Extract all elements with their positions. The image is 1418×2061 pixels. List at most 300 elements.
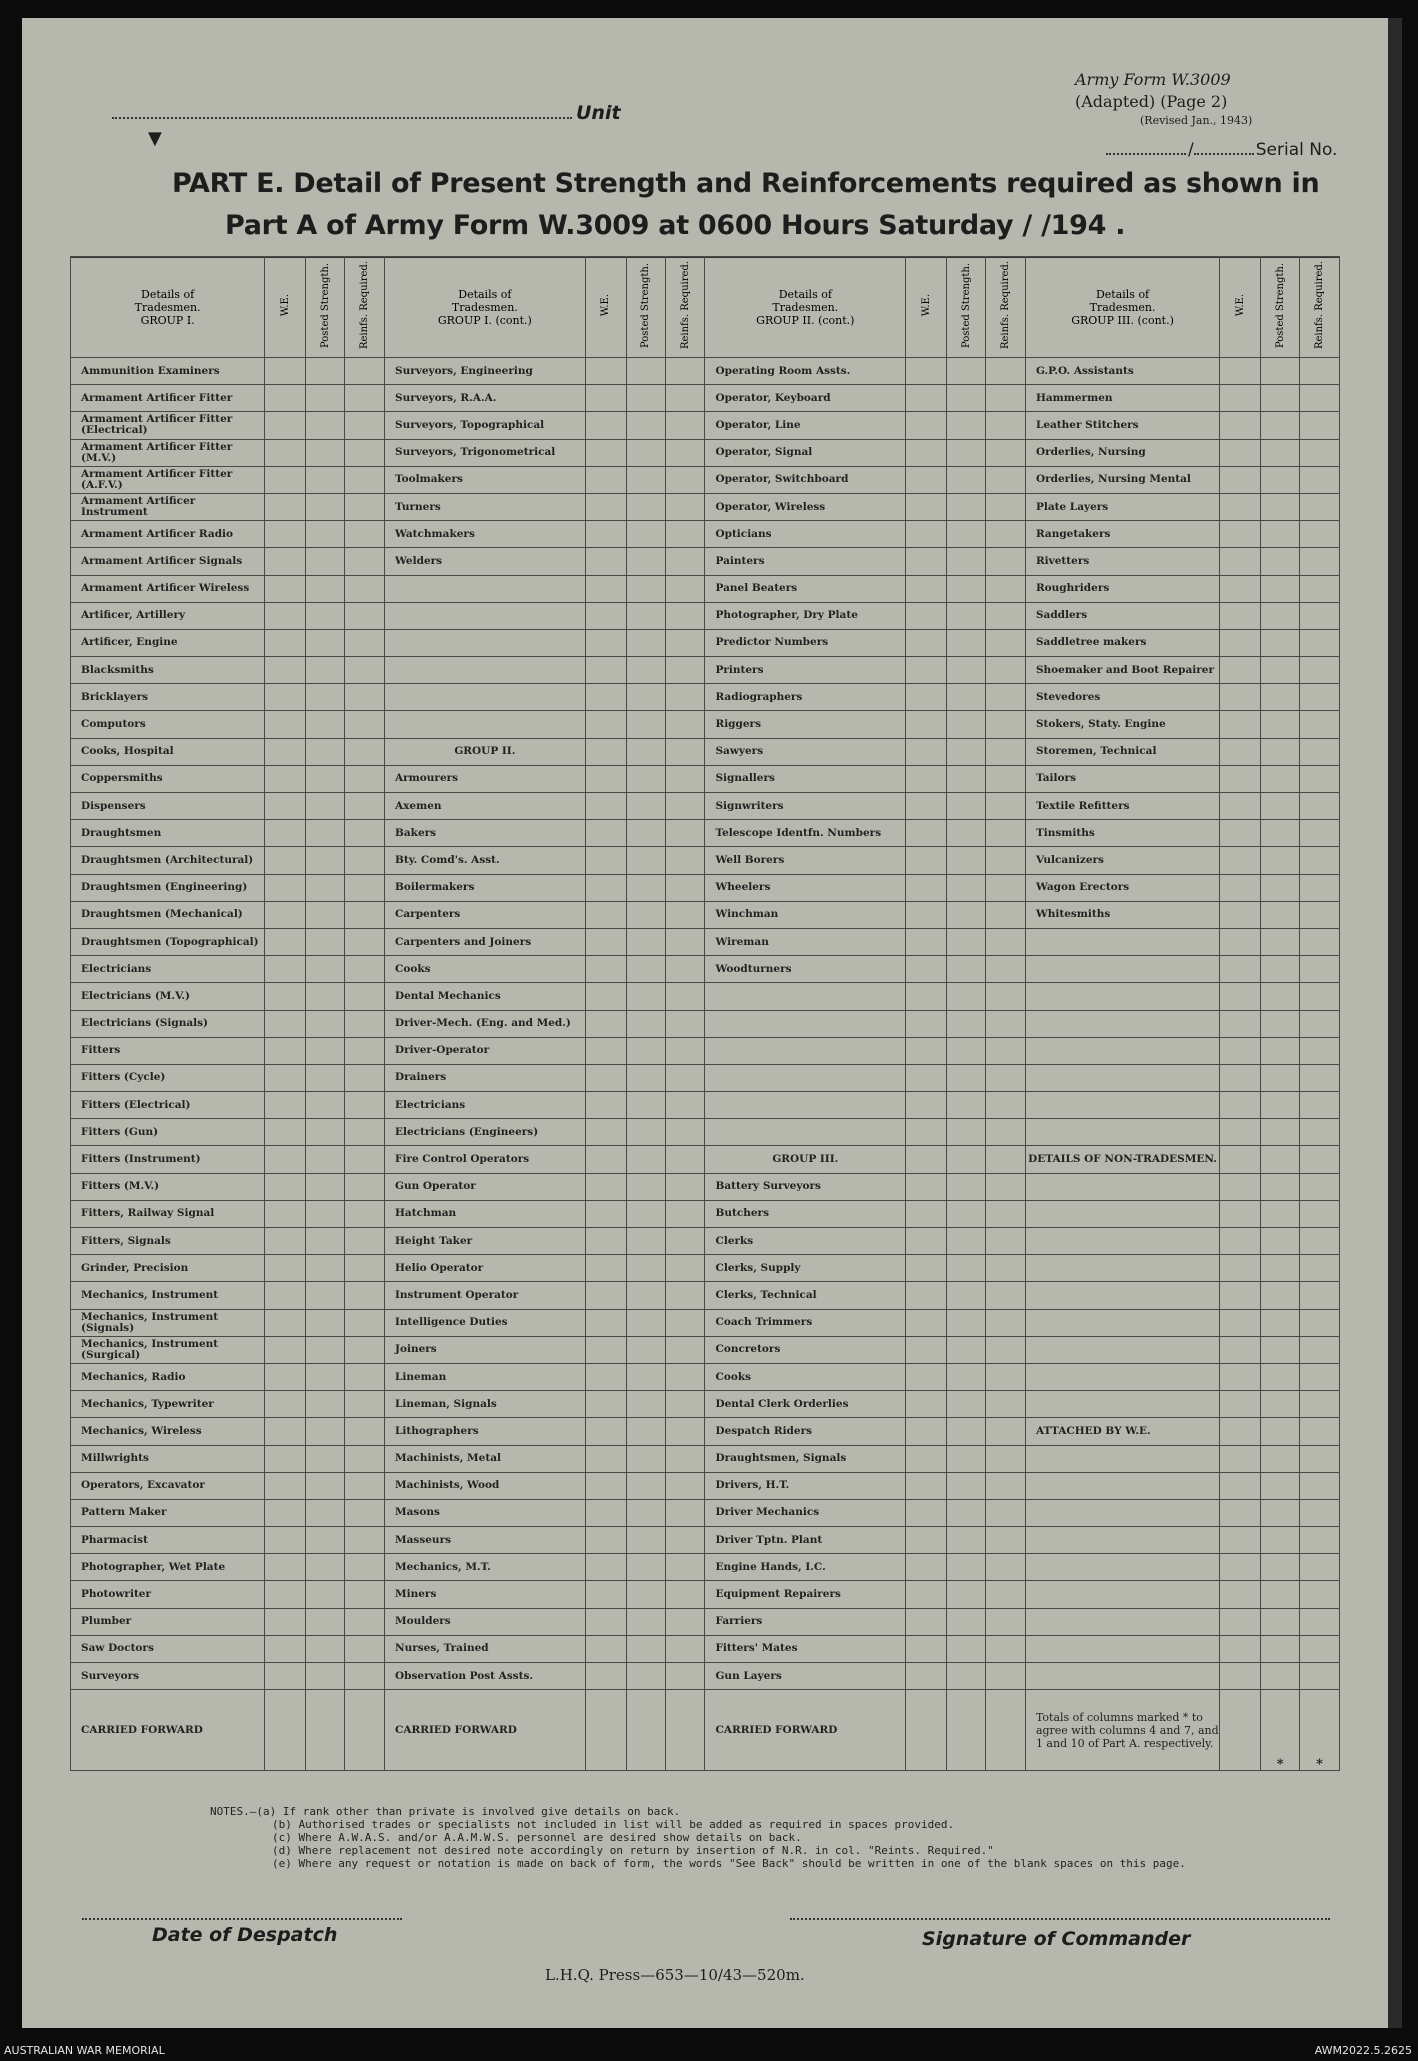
entry-cell[interactable] xyxy=(947,1445,986,1472)
entry-cell[interactable] xyxy=(1300,738,1340,765)
entry-cell[interactable] xyxy=(306,493,345,520)
entry-cell[interactable] xyxy=(585,1554,626,1581)
entry-cell[interactable] xyxy=(906,928,947,955)
entry-cell[interactable] xyxy=(265,1663,306,1690)
entry-cell[interactable] xyxy=(906,1527,947,1554)
entry-cell[interactable] xyxy=(585,1146,626,1173)
entry-cell[interactable] xyxy=(1261,820,1300,847)
entry-cell[interactable] xyxy=(665,1690,705,1771)
entry-cell[interactable] xyxy=(1261,1472,1300,1499)
entry-cell[interactable] xyxy=(265,1363,306,1390)
entry-cell[interactable] xyxy=(585,928,626,955)
entry-cell[interactable] xyxy=(306,1282,345,1309)
entry-cell[interactable] xyxy=(345,548,385,575)
entry-cell[interactable] xyxy=(665,1064,705,1091)
entry-cell[interactable] xyxy=(906,1363,947,1390)
entry-cell[interactable] xyxy=(1300,1527,1340,1554)
entry-cell[interactable] xyxy=(345,1527,385,1554)
entry-cell[interactable] xyxy=(1220,493,1261,520)
entry-cell[interactable] xyxy=(345,711,385,738)
entry-cell[interactable] xyxy=(1220,1037,1261,1064)
entry-cell[interactable] xyxy=(1300,1472,1340,1499)
entry-cell[interactable] xyxy=(306,1527,345,1554)
entry-cell[interactable] xyxy=(665,1119,705,1146)
entry-cell[interactable] xyxy=(947,928,986,955)
entry-cell[interactable] xyxy=(1300,711,1340,738)
entry-cell[interactable] xyxy=(947,1173,986,1200)
entry-cell[interactable] xyxy=(265,956,306,983)
entry-cell[interactable] xyxy=(947,1282,986,1309)
entry-cell[interactable] xyxy=(306,1146,345,1173)
entry-cell[interactable] xyxy=(906,1255,947,1282)
entry-cell[interactable] xyxy=(1300,901,1340,928)
entry-cell[interactable] xyxy=(306,1418,345,1445)
entry-cell[interactable] xyxy=(1261,711,1300,738)
entry-cell[interactable] xyxy=(1300,1581,1340,1608)
entry-cell[interactable] xyxy=(1220,1418,1261,1445)
entry-cell[interactable] xyxy=(1261,847,1300,874)
entry-cell[interactable] xyxy=(306,1228,345,1255)
entry-cell[interactable] xyxy=(265,439,306,466)
entry-cell[interactable] xyxy=(1220,1336,1261,1363)
entry-cell[interactable] xyxy=(906,765,947,792)
entry-cell[interactable] xyxy=(665,928,705,955)
entry-cell[interactable] xyxy=(585,1173,626,1200)
entry-cell[interactable] xyxy=(306,684,345,711)
entry-cell[interactable] xyxy=(345,874,385,901)
entry-cell[interactable] xyxy=(906,548,947,575)
entry-cell[interactable] xyxy=(585,983,626,1010)
entry-cell[interactable] xyxy=(265,575,306,602)
entry-cell[interactable] xyxy=(1300,548,1340,575)
entry-cell[interactable] xyxy=(1261,1255,1300,1282)
entry-cell[interactable] xyxy=(1220,1527,1261,1554)
entry-cell[interactable] xyxy=(626,1200,665,1227)
entry-cell[interactable] xyxy=(1300,956,1340,983)
entry-cell[interactable] xyxy=(1300,1663,1340,1690)
entry-cell[interactable] xyxy=(265,1554,306,1581)
entry-cell[interactable] xyxy=(1220,1119,1261,1146)
entry-cell[interactable] xyxy=(947,820,986,847)
entry-cell[interactable] xyxy=(1261,1527,1300,1554)
entry-cell[interactable] xyxy=(345,956,385,983)
entry-cell[interactable] xyxy=(585,466,626,493)
entry-cell[interactable] xyxy=(906,1173,947,1200)
entry-cell[interactable] xyxy=(345,1228,385,1255)
entry-cell[interactable] xyxy=(306,1064,345,1091)
entry-cell[interactable] xyxy=(1261,684,1300,711)
entry-cell[interactable] xyxy=(665,1527,705,1554)
entry-cell[interactable] xyxy=(626,1635,665,1662)
entry-cell[interactable] xyxy=(947,1200,986,1227)
entry-cell[interactable] xyxy=(986,1418,1026,1445)
entry-cell[interactable] xyxy=(665,657,705,684)
entry-cell[interactable] xyxy=(906,1200,947,1227)
entry-cell[interactable] xyxy=(585,1228,626,1255)
entry-cell[interactable] xyxy=(947,711,986,738)
entry-cell[interactable] xyxy=(986,1200,1026,1227)
entry-cell[interactable] xyxy=(947,1336,986,1363)
entry-cell[interactable] xyxy=(585,1010,626,1037)
entry-cell[interactable] xyxy=(1220,874,1261,901)
entry-cell[interactable] xyxy=(585,956,626,983)
entry-cell[interactable] xyxy=(1300,1255,1340,1282)
entry-cell[interactable] xyxy=(626,1472,665,1499)
entry-cell[interactable] xyxy=(1261,1200,1300,1227)
entry-cell[interactable] xyxy=(947,684,986,711)
entry-cell[interactable] xyxy=(345,1173,385,1200)
entry-cell[interactable] xyxy=(986,1499,1026,1526)
entry-cell[interactable] xyxy=(665,1092,705,1119)
entry-cell[interactable] xyxy=(906,358,947,385)
entry-cell[interactable] xyxy=(1220,1363,1261,1390)
entry-cell[interactable] xyxy=(1261,1663,1300,1690)
entry-cell[interactable] xyxy=(986,928,1026,955)
entry-cell[interactable] xyxy=(585,1309,626,1336)
entry-cell[interactable] xyxy=(345,1119,385,1146)
entry-cell[interactable] xyxy=(1220,1146,1261,1173)
entry-cell[interactable] xyxy=(265,358,306,385)
entry-cell[interactable] xyxy=(665,1309,705,1336)
entry-cell[interactable] xyxy=(265,765,306,792)
entry-cell[interactable] xyxy=(265,928,306,955)
entry-cell[interactable] xyxy=(1261,1146,1300,1173)
entry-cell[interactable] xyxy=(1220,1309,1261,1336)
entry-cell[interactable] xyxy=(265,1472,306,1499)
entry-cell[interactable] xyxy=(1261,793,1300,820)
entry-cell[interactable] xyxy=(906,847,947,874)
entry-cell[interactable] xyxy=(906,1418,947,1445)
entry-cell[interactable] xyxy=(986,1527,1026,1554)
entry-cell[interactable] xyxy=(665,820,705,847)
entry-cell[interactable] xyxy=(585,385,626,412)
entry-cell[interactable] xyxy=(626,1391,665,1418)
entry-cell[interactable] xyxy=(306,548,345,575)
entry-cell[interactable] xyxy=(585,657,626,684)
entry-cell[interactable] xyxy=(947,874,986,901)
entry-cell[interactable] xyxy=(585,1581,626,1608)
entry-cell[interactable] xyxy=(1220,1228,1261,1255)
entry-cell[interactable] xyxy=(1300,1635,1340,1662)
entry-cell[interactable] xyxy=(1220,983,1261,1010)
entry-cell[interactable] xyxy=(585,1391,626,1418)
entry-cell[interactable] xyxy=(1300,602,1340,629)
entry-cell[interactable] xyxy=(345,1336,385,1363)
entry-cell[interactable] xyxy=(665,874,705,901)
entry-cell[interactable] xyxy=(345,466,385,493)
entry-cell[interactable] xyxy=(1220,657,1261,684)
entry-cell[interactable] xyxy=(1261,1309,1300,1336)
entry-cell[interactable] xyxy=(1261,901,1300,928)
entry-cell[interactable] xyxy=(1220,439,1261,466)
entry-cell[interactable] xyxy=(345,1418,385,1445)
entry-cell[interactable] xyxy=(306,412,345,439)
entry-cell[interactable] xyxy=(986,1255,1026,1282)
entry-cell[interactable] xyxy=(306,1119,345,1146)
entry-cell[interactable] xyxy=(986,1010,1026,1037)
entry-cell[interactable]: * xyxy=(1261,1690,1300,1771)
entry-cell[interactable] xyxy=(665,548,705,575)
entry-cell[interactable] xyxy=(626,1092,665,1119)
entry-cell[interactable] xyxy=(345,1363,385,1390)
entry-cell[interactable] xyxy=(1220,1554,1261,1581)
entry-cell[interactable] xyxy=(1220,1581,1261,1608)
entry-cell[interactable] xyxy=(585,493,626,520)
entry-cell[interactable] xyxy=(906,1309,947,1336)
entry-cell[interactable] xyxy=(986,466,1026,493)
entry-cell[interactable] xyxy=(626,466,665,493)
entry-cell[interactable] xyxy=(626,820,665,847)
entry-cell[interactable] xyxy=(986,412,1026,439)
entry-cell[interactable] xyxy=(306,847,345,874)
entry-cell[interactable] xyxy=(585,1037,626,1064)
entry-cell[interactable] xyxy=(265,684,306,711)
entry-cell[interactable] xyxy=(947,1635,986,1662)
entry-cell[interactable] xyxy=(906,1119,947,1146)
entry-cell[interactable] xyxy=(986,1146,1026,1173)
entry-cell[interactable] xyxy=(986,1635,1026,1662)
entry-cell[interactable] xyxy=(906,1228,947,1255)
entry-cell[interactable] xyxy=(265,1200,306,1227)
entry-cell[interactable] xyxy=(947,1010,986,1037)
entry-cell[interactable] xyxy=(665,956,705,983)
entry-cell[interactable] xyxy=(665,1635,705,1662)
entry-cell[interactable] xyxy=(265,1499,306,1526)
entry-cell[interactable] xyxy=(265,1173,306,1200)
entry-cell[interactable] xyxy=(306,358,345,385)
entry-cell[interactable] xyxy=(947,548,986,575)
entry-cell[interactable] xyxy=(986,684,1026,711)
entry-cell[interactable] xyxy=(1300,1445,1340,1472)
entry-cell[interactable] xyxy=(986,493,1026,520)
entry-cell[interactable] xyxy=(345,1010,385,1037)
entry-cell[interactable] xyxy=(1220,711,1261,738)
entry-cell[interactable] xyxy=(947,493,986,520)
entry-cell[interactable] xyxy=(665,1336,705,1363)
entry-cell[interactable] xyxy=(1300,684,1340,711)
entry-cell[interactable] xyxy=(665,439,705,466)
entry-cell[interactable] xyxy=(1220,548,1261,575)
entry-cell[interactable] xyxy=(986,1119,1026,1146)
entry-cell[interactable] xyxy=(585,412,626,439)
entry-cell[interactable] xyxy=(345,983,385,1010)
entry-cell[interactable] xyxy=(906,901,947,928)
entry-cell[interactable] xyxy=(626,1445,665,1472)
entry-cell[interactable] xyxy=(345,1146,385,1173)
entry-cell[interactable] xyxy=(947,1690,986,1771)
entry-cell[interactable] xyxy=(906,1472,947,1499)
entry-cell[interactable] xyxy=(1261,1282,1300,1309)
entry-cell[interactable] xyxy=(1300,493,1340,520)
entry-cell[interactable] xyxy=(585,1690,626,1771)
entry-cell[interactable] xyxy=(345,521,385,548)
entry-cell[interactable] xyxy=(585,1635,626,1662)
entry-cell[interactable] xyxy=(306,521,345,548)
entry-cell[interactable] xyxy=(906,1146,947,1173)
entry-cell[interactable] xyxy=(665,847,705,874)
entry-cell[interactable] xyxy=(665,1255,705,1282)
entry-cell[interactable] xyxy=(345,575,385,602)
entry-cell[interactable] xyxy=(947,629,986,656)
entry-cell[interactable] xyxy=(665,738,705,765)
entry-cell[interactable] xyxy=(265,1635,306,1662)
entry-cell[interactable] xyxy=(626,385,665,412)
entry-cell[interactable] xyxy=(665,602,705,629)
entry-cell[interactable] xyxy=(986,1581,1026,1608)
entry-cell[interactable] xyxy=(306,1336,345,1363)
entry-cell[interactable] xyxy=(665,983,705,1010)
entry-cell[interactable] xyxy=(986,358,1026,385)
entry-cell[interactable] xyxy=(626,901,665,928)
entry-cell[interactable] xyxy=(306,983,345,1010)
entry-cell[interactable] xyxy=(626,1282,665,1309)
entry-cell[interactable] xyxy=(306,1472,345,1499)
entry-cell[interactable] xyxy=(345,1064,385,1091)
entry-cell[interactable] xyxy=(1261,1499,1300,1526)
entry-cell[interactable] xyxy=(1300,1391,1340,1418)
entry-cell[interactable] xyxy=(345,738,385,765)
entry-cell[interactable] xyxy=(947,847,986,874)
entry-cell[interactable] xyxy=(665,466,705,493)
entry-cell[interactable] xyxy=(986,602,1026,629)
entry-cell[interactable] xyxy=(665,711,705,738)
entry-cell[interactable] xyxy=(906,874,947,901)
entry-cell[interactable] xyxy=(665,1010,705,1037)
entry-cell[interactable] xyxy=(906,412,947,439)
entry-cell[interactable] xyxy=(626,1336,665,1363)
entry-cell[interactable] xyxy=(906,738,947,765)
entry-cell[interactable] xyxy=(1261,765,1300,792)
entry-cell[interactable] xyxy=(665,1228,705,1255)
entry-cell[interactable] xyxy=(626,1581,665,1608)
entry-cell[interactable] xyxy=(1300,928,1340,955)
entry-cell[interactable] xyxy=(665,1445,705,1472)
entry-cell[interactable] xyxy=(585,1363,626,1390)
entry-cell[interactable] xyxy=(585,1064,626,1091)
entry-cell[interactable] xyxy=(626,358,665,385)
entry-cell[interactable] xyxy=(906,1663,947,1690)
entry-cell[interactable] xyxy=(1220,1255,1261,1282)
entry-cell[interactable] xyxy=(1300,1608,1340,1635)
entry-cell[interactable] xyxy=(265,493,306,520)
entry-cell[interactable] xyxy=(306,901,345,928)
entry-cell[interactable] xyxy=(585,1418,626,1445)
entry-cell[interactable] xyxy=(906,493,947,520)
entry-cell[interactable] xyxy=(1261,738,1300,765)
entry-cell[interactable] xyxy=(585,820,626,847)
entry-cell[interactable] xyxy=(1261,1064,1300,1091)
entry-cell[interactable] xyxy=(665,575,705,602)
entry-cell[interactable] xyxy=(1220,847,1261,874)
entry-cell[interactable] xyxy=(1300,983,1340,1010)
entry-cell[interactable] xyxy=(345,1200,385,1227)
entry-cell[interactable] xyxy=(1300,575,1340,602)
entry-cell[interactable] xyxy=(1220,738,1261,765)
entry-cell[interactable] xyxy=(1220,956,1261,983)
entry-cell[interactable] xyxy=(665,684,705,711)
entry-cell[interactable] xyxy=(1220,1499,1261,1526)
entry-cell[interactable] xyxy=(306,1690,345,1771)
entry-cell[interactable] xyxy=(585,1255,626,1282)
entry-cell[interactable] xyxy=(345,412,385,439)
entry-cell[interactable] xyxy=(626,602,665,629)
entry-cell[interactable] xyxy=(986,1363,1026,1390)
entry-cell[interactable] xyxy=(626,711,665,738)
entry-cell[interactable] xyxy=(265,1282,306,1309)
entry-cell[interactable] xyxy=(265,412,306,439)
entry-cell[interactable] xyxy=(906,1635,947,1662)
entry-cell[interactable] xyxy=(906,1690,947,1771)
entry-cell[interactable] xyxy=(906,385,947,412)
entry-cell[interactable] xyxy=(906,711,947,738)
entry-cell[interactable] xyxy=(626,1010,665,1037)
entry-cell[interactable] xyxy=(665,1581,705,1608)
entry-cell[interactable] xyxy=(986,1391,1026,1418)
entry-cell[interactable] xyxy=(986,657,1026,684)
entry-cell[interactable] xyxy=(306,1255,345,1282)
entry-cell[interactable] xyxy=(1220,521,1261,548)
entry-cell[interactable] xyxy=(947,1092,986,1119)
entry-cell[interactable] xyxy=(626,548,665,575)
entry-cell[interactable] xyxy=(1261,493,1300,520)
entry-cell[interactable] xyxy=(906,602,947,629)
entry-cell[interactable] xyxy=(947,983,986,1010)
entry-cell[interactable] xyxy=(906,793,947,820)
entry-cell[interactable] xyxy=(986,1608,1026,1635)
entry-cell[interactable] xyxy=(345,793,385,820)
entry-cell[interactable] xyxy=(585,575,626,602)
entry-cell[interactable] xyxy=(626,1418,665,1445)
entry-cell[interactable] xyxy=(585,439,626,466)
entry-cell[interactable] xyxy=(345,901,385,928)
entry-cell[interactable] xyxy=(665,1146,705,1173)
entry-cell[interactable] xyxy=(265,521,306,548)
entry-cell[interactable] xyxy=(1220,1200,1261,1227)
entry-cell[interactable] xyxy=(1300,1554,1340,1581)
entry-cell[interactable] xyxy=(1220,765,1261,792)
entry-cell[interactable] xyxy=(1261,1228,1300,1255)
entry-cell[interactable] xyxy=(1261,466,1300,493)
entry-cell[interactable] xyxy=(306,1092,345,1119)
entry-cell[interactable] xyxy=(906,1554,947,1581)
entry-cell[interactable] xyxy=(986,765,1026,792)
entry-cell[interactable] xyxy=(986,521,1026,548)
entry-cell[interactable] xyxy=(947,901,986,928)
entry-cell[interactable] xyxy=(306,1445,345,1472)
entry-cell[interactable] xyxy=(265,1228,306,1255)
entry-cell[interactable] xyxy=(265,874,306,901)
entry-cell[interactable] xyxy=(345,1472,385,1499)
entry-cell[interactable] xyxy=(345,1663,385,1690)
entry-cell[interactable] xyxy=(265,1146,306,1173)
entry-cell[interactable] xyxy=(1220,385,1261,412)
entry-cell[interactable] xyxy=(626,1608,665,1635)
entry-cell[interactable] xyxy=(1220,1092,1261,1119)
entry-cell[interactable] xyxy=(906,684,947,711)
entry-cell[interactable] xyxy=(1220,1690,1261,1771)
entry-cell[interactable] xyxy=(906,439,947,466)
entry-cell[interactable] xyxy=(947,1663,986,1690)
entry-cell[interactable] xyxy=(1220,901,1261,928)
entry-cell[interactable] xyxy=(665,1499,705,1526)
entry-cell[interactable] xyxy=(986,847,1026,874)
entry-cell[interactable] xyxy=(265,1608,306,1635)
entry-cell[interactable] xyxy=(585,602,626,629)
entry-cell[interactable] xyxy=(265,901,306,928)
entry-cell[interactable] xyxy=(1300,1064,1340,1091)
entry-cell[interactable] xyxy=(1261,521,1300,548)
entry-cell[interactable] xyxy=(265,1119,306,1146)
